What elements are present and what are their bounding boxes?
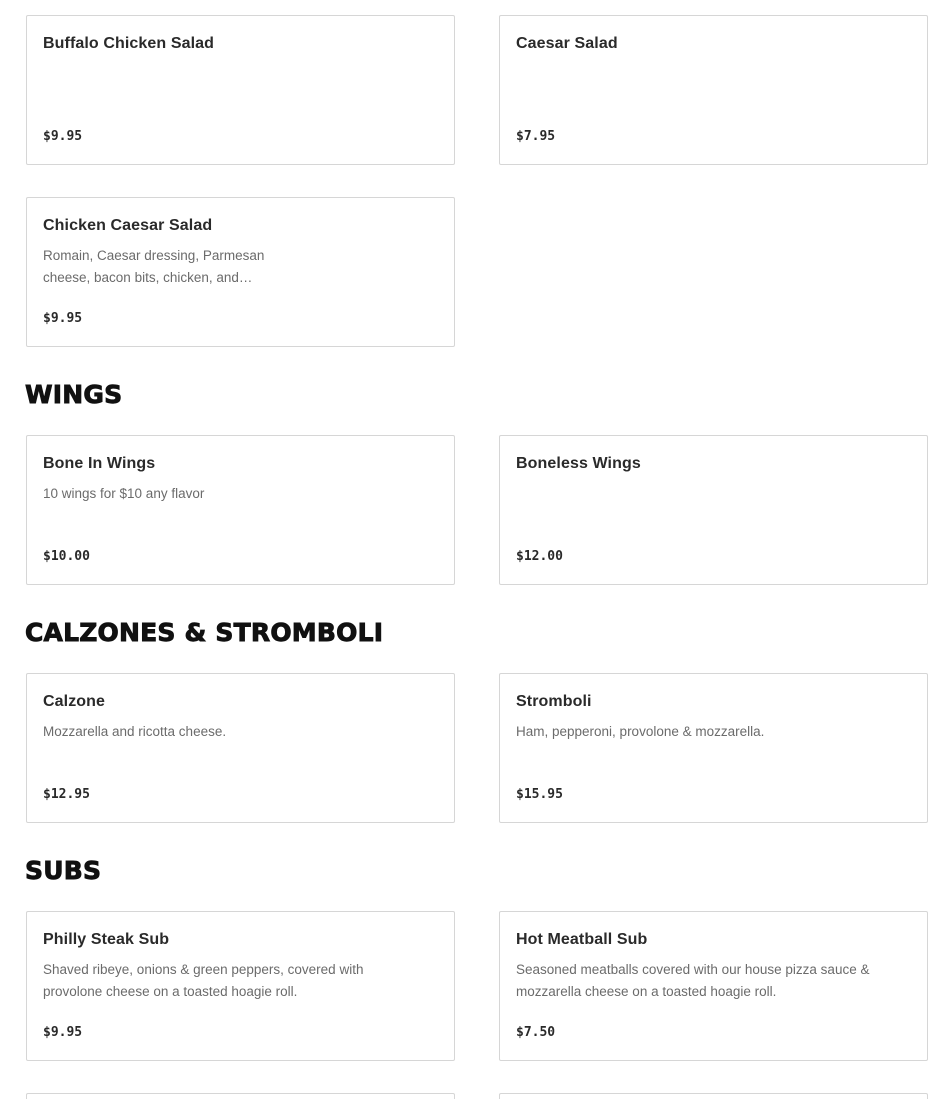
- menu-item-description: Mozzarella and ricotta cheese.: [43, 724, 227, 739]
- menu-item-card[interactable]: [26, 435, 455, 585]
- menu-item-price: $15.95: [516, 787, 563, 802]
- menu-item-name: Stromboli: [516, 693, 592, 710]
- menu-item-name: Buffalo Chicken Salad: [43, 35, 215, 52]
- menu-item-name: Bone In Wings: [43, 455, 156, 472]
- section-title-calzones-stromboli: CALZONES & STROMBOLI: [25, 618, 384, 647]
- menu-item-card[interactable]: [26, 197, 455, 347]
- menu-item-description: Seasoned meatballs covered with our house pizza sauce & mozzarella cheese on a toasted hoagie roll.: [516, 962, 870, 999]
- menu-item-card[interactable]: [26, 911, 455, 1061]
- menu-item-price: $7.95: [516, 129, 556, 144]
- menu-item-name: Philly Steak Sub: [43, 931, 170, 948]
- menu-item-description: Romain, Caesar dressing, Parmesan cheese, bacon bits, chicken, and…: [43, 248, 265, 285]
- menu-item-price: $12.95: [43, 787, 90, 802]
- menu-item-card[interactable]: [499, 911, 928, 1061]
- menu-item-name: Boneless Wings: [516, 455, 641, 472]
- menu-item-name: Caesar Salad: [516, 35, 618, 52]
- menu-item-price: $10.00: [43, 549, 90, 564]
- menu-item-description: Ham, pepperoni, provolone & mozzarella.: [516, 724, 765, 739]
- section-title-subs: SUBS: [25, 856, 102, 885]
- menu-item-name: Chicken Caesar Salad: [43, 217, 213, 234]
- menu-item-card[interactable]: [499, 673, 928, 823]
- menu-item-description: Shaved ribeye, onions & green peppers, covered with provolone cheese on a toasted hoagie roll.: [43, 962, 364, 999]
- menu-item-price: $9.95: [43, 311, 83, 326]
- menu-item-card[interactable]: [26, 15, 455, 165]
- menu-item-price: $12.00: [516, 549, 563, 564]
- menu-item-name: Hot Meatball Sub: [516, 931, 648, 948]
- menu-item-card[interactable]: [26, 1093, 455, 1099]
- menu-item-price: $7.50: [516, 1025, 556, 1040]
- menu-item-card[interactable]: [499, 435, 928, 585]
- menu-item-card[interactable]: [499, 1093, 928, 1099]
- menu-item-description: 10 wings for $10 any flavor: [43, 486, 205, 501]
- menu-item-card[interactable]: [499, 15, 928, 165]
- menu-item-price: $9.95: [43, 1025, 83, 1040]
- menu-item-price: $9.95: [43, 129, 83, 144]
- menu-item-name: Calzone: [43, 693, 106, 710]
- section-title-wings: WINGS: [25, 380, 123, 409]
- menu-item-card[interactable]: [26, 673, 455, 823]
